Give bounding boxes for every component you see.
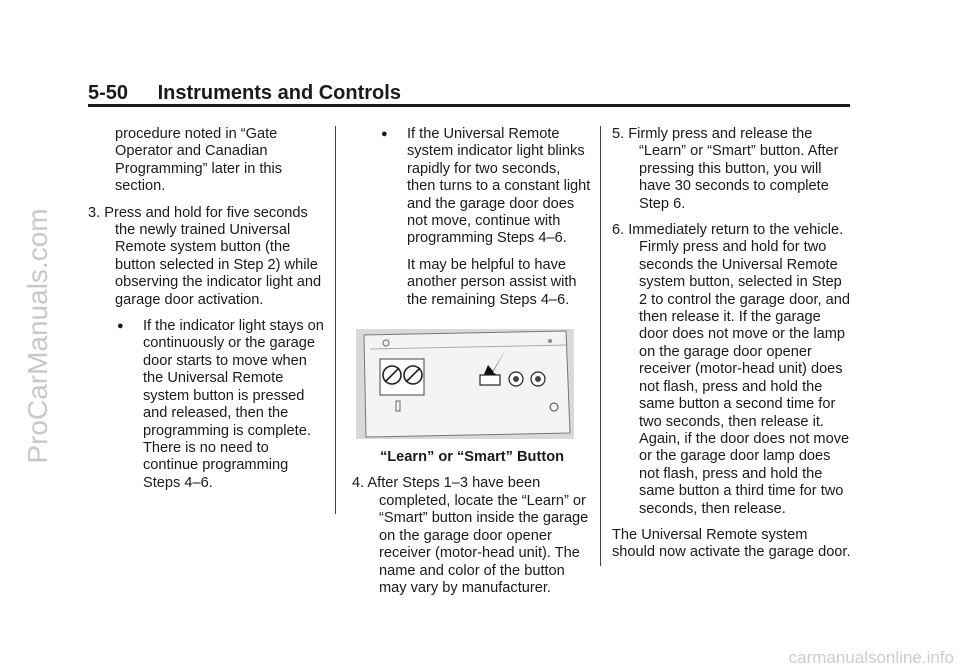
bullet-icon: ● <box>381 128 388 140</box>
column-3 <box>612 126 852 562</box>
helpful-note: It may be helpful to have another person assist with the remaining Steps 4–6. <box>407 256 577 308</box>
bullet-icon: ● <box>117 320 124 333</box>
page-number: 5-50 <box>88 82 129 104</box>
final-note: The Universal Remote system should now activate the garage door. <box>612 526 851 561</box>
column-2 <box>352 126 592 597</box>
garage-opener-illustration <box>356 329 574 439</box>
step-6: 6. Immediately return to the vehicle. Firmly press and hold for two seconds the Universal Remote system button, selected in Step 2 to control the garage door, and then release it. If the garage door does not move or the lamp on the garage door opener receiver (motor-head unit) does not flash, press and hold the same button a second time for two seconds, then release it. Again, if the door does not move or the garage door lamp does not flash, press and hold the same button a third time for two seconds, then release. <box>612 222 850 517</box>
section-title: Instruments and Controls <box>157 82 401 104</box>
bullet-text: If the Universal Remote system indicator light blinks rapidly for two seconds, then turns to a constant light and the garage door does not move, continue with programming Steps 4–6. <box>407 126 591 247</box>
learn-button-figure <box>356 329 574 439</box>
side-watermark: ProCarManuals.com <box>22 208 53 464</box>
step-5: 5. Firmly press and release the “Learn” or “Smart” button. After pressing this button, you will have 30 seconds to complete Step 6. <box>612 126 839 212</box>
bullet-indicator-blinks <box>377 126 592 248</box>
procedure-continuation: procedure noted in “Gate Operator and Canadian Programming” later in this section. <box>115 126 283 195</box>
header-rule <box>88 104 850 107</box>
column-divider-2 <box>600 126 601 566</box>
step-4: 4. After Steps 1–3 have been completed, locate the “Learn” or “Smart” button inside the garage on the garage door opener receiver (motor-head unit). The name and color of the button may vary by manufacturer. <box>352 475 589 596</box>
bottom-watermark: carmanualsonline.info <box>788 648 954 667</box>
bullet-text: If the indicator light stays on continuously or the garage door starts to move when the Universal Remote system button is pressed and released, then the programming is complete. There is no need to continue programming Steps 4–6. <box>143 318 324 491</box>
column-divider-1 <box>335 126 336 514</box>
bullet-indicator-stays-on <box>113 318 326 492</box>
figure-caption: “Learn” or “Smart” Button <box>379 449 565 466</box>
column-1 <box>88 126 326 492</box>
page-header <box>88 82 401 105</box>
step-3: 3. Press and hold for five seconds the newly trained Universal Remote system button (the button selected in Step 2) while observing the indicator light and garage door activation. <box>88 204 322 308</box>
